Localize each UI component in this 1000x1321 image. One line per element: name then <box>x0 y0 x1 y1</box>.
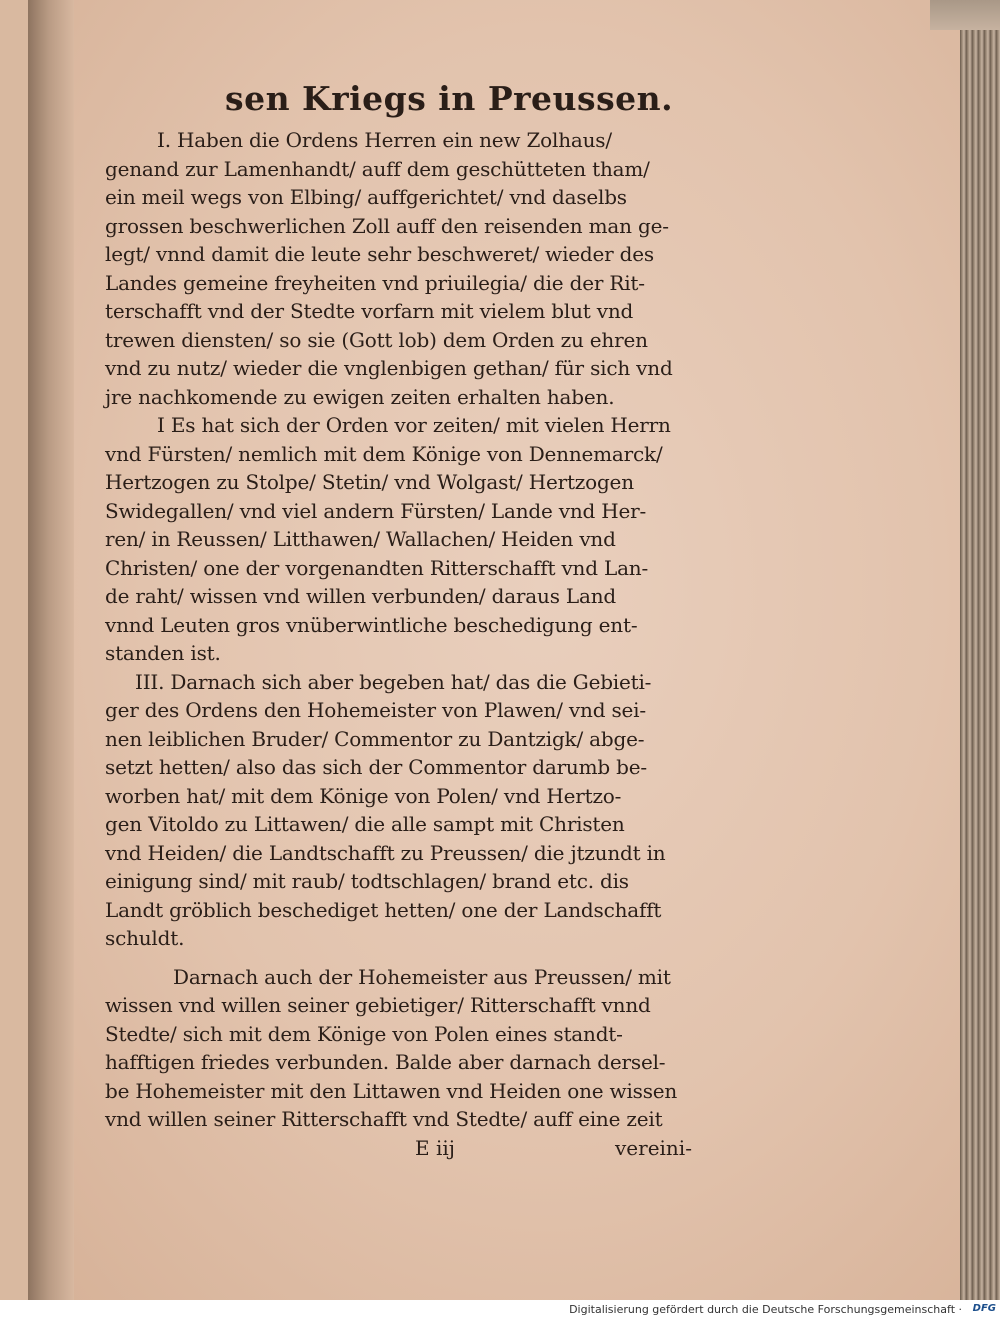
text-line: de raht/ wissen vnd willen verbunden/ daraus Land <box>105 584 617 608</box>
text-line: standen ist. <box>105 641 221 665</box>
text-line: Christen/ one der vorgenandten Ritterschafft vnd Lan- <box>105 555 649 580</box>
text-line: nen leiblichen Bruder/ Commentor zu Dantzigk/ abge- <box>105 726 645 751</box>
text-line: Darnach auch der Hohemeister aus Preussen/ mit <box>173 964 671 989</box>
text-line: ger des Ordens den Hohemeister von Plawen/ vnd sei- <box>105 698 646 722</box>
text-line: einigung sind/ mit raub/ todtschlagen/ brand etc. dis <box>105 869 629 893</box>
text-line: gen Vitoldo zu Littawen/ die alle sampt mit Christen <box>105 812 625 836</box>
text-line: vnd Fürsten/ nemlich mit dem Könige von Dennemarck/ <box>105 441 663 466</box>
signature-line <box>105 1134 715 1162</box>
text-line: ren/ in Reussen/ Litthawen/ Wallachen/ Heiden vnd <box>105 527 616 551</box>
footer-credit: Digitalisierung gefördert durch die Deutsche Forschungsgemeinschaft · <box>569 1303 962 1316</box>
text-line: Landt gröblich beschediget hetten/ one der Landschafft <box>105 897 662 922</box>
footer-strip <box>0 1300 1000 1321</box>
text-line: Swidegallen/ vnd viel andern Fürsten/ Lande vnd Her- <box>105 498 647 523</box>
text-block <box>105 72 715 1162</box>
text-line: wissen vnd willen seiner gebietiger/ Ritterschafft vnnd <box>105 993 651 1017</box>
text-line: Stedte/ sich mit dem Könige von Polen eines standt- <box>105 1021 623 1046</box>
text-line: I. Haben die Ordens Herren ein new Zolhaus/ <box>157 128 612 152</box>
catchword: vereini- <box>615 1135 692 1160</box>
text-line: hafftigen friedes verbunden. Balde aber darnach dersel- <box>105 1050 666 1074</box>
text-line: vnd Heiden/ die Landtschafft zu Preussen/ die jtzundt in <box>105 840 666 865</box>
text-line: setzt hetten/ also das sich der Commentor darumb be- <box>105 755 647 779</box>
book-page-edges <box>960 0 1000 1300</box>
text-line: legt/ vnnd damit die leute sehr beschweret/ wieder des <box>105 242 654 266</box>
text-line: genand zur Lamenhandt/ auff dem geschütteten tham/ <box>105 156 650 181</box>
paragraph-gap <box>105 953 715 963</box>
text-line: vnd willen seiner Ritterschafft vnd Stedte/ auff eine zeit <box>105 1107 663 1131</box>
text-line: I Es hat sich der Orden vor zeiten/ mit vielen Herrn <box>157 413 671 437</box>
text-line: worben hat/ mit dem Könige von Polen/ vnd Hertzo- <box>105 783 622 808</box>
text-line: grossen beschwerlichen Zoll auff den reisenden man ge- <box>105 213 669 238</box>
text-line: trewen diensten/ so sie (Gott lob) dem Orden zu ehren <box>105 327 648 352</box>
text-line: terschafft vnd der Stedte vorfarn mit vielem blut vnd <box>105 299 634 323</box>
text-line: ein meil wegs von Elbing/ auffgerichtet/ vnd daselbs <box>105 185 627 209</box>
text-line: jre nachkomende zu ewigen zeiten erhalten haben. <box>105 384 615 409</box>
text-line: be Hohemeister mit den Littawen vnd Heiden one wissen <box>105 1078 678 1103</box>
text-line: vnnd Leuten gros vnüberwintliche beschedigung ent- <box>105 612 638 637</box>
book-corner <box>930 0 1000 30</box>
text-line: Landes gemeine freyheiten vnd priuilegia/ die der Rit- <box>105 270 645 295</box>
text-line: vnd zu nutz/ wieder die vnglenbigen gethan/ für sich vnd <box>105 356 673 380</box>
running-head: sen Kriegs in Preussen. <box>225 79 674 118</box>
binding-gutter <box>28 0 74 1300</box>
signature-mark: E iij <box>415 1135 455 1160</box>
text-line: III. Darnach sich aber begeben hat/ das die Gebieti- <box>135 669 652 694</box>
text-line: Hertzogen zu Stolpe/ Stetin/ vnd Wolgast/ Hertzogen <box>105 470 634 494</box>
dfg-logo-icon: DFG <box>972 1303 996 1314</box>
text-line: schuldt. <box>105 926 185 950</box>
